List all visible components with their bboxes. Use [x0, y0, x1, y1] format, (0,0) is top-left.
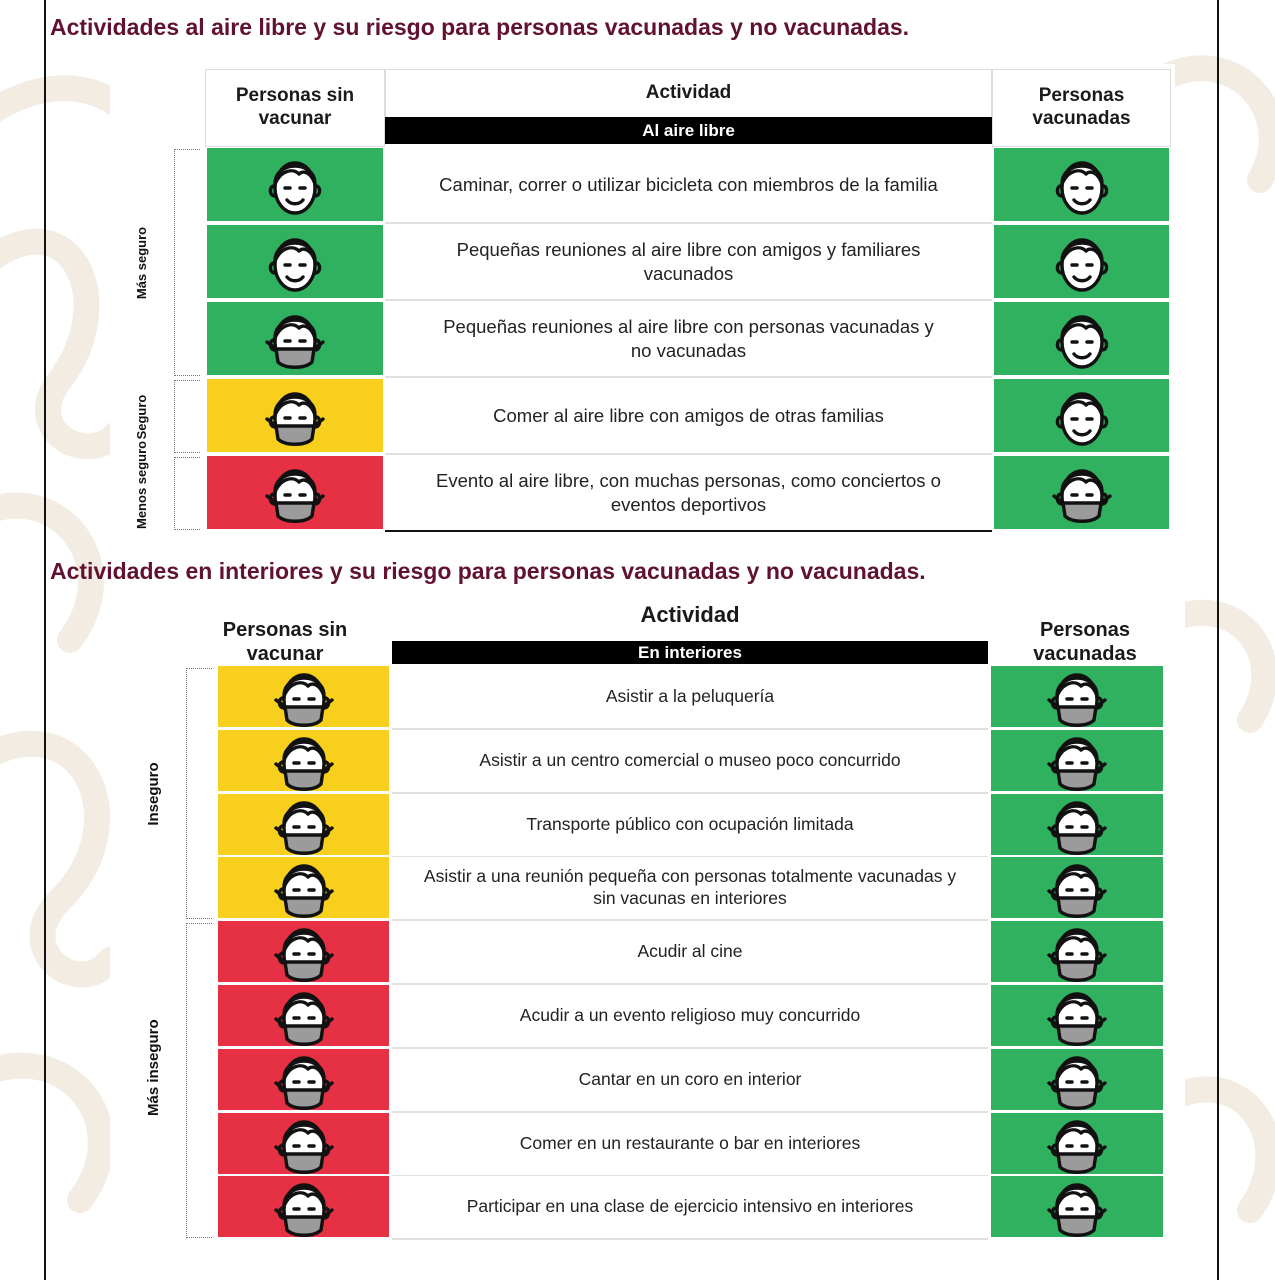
- activity-cell: Asistir a un centro comercial o museo poco concurrido: [392, 730, 988, 794]
- unvaccinated-risk-cell: [207, 302, 383, 375]
- activity-cell: Pequeñas reuniones al aire libre con personas vacunadas y no vacunadas: [385, 301, 992, 378]
- masked-face-icon: [268, 1045, 340, 1115]
- vaccinated-risk-cell: [991, 666, 1163, 727]
- masked-face-icon: [1041, 1109, 1113, 1179]
- page-border-left: [44, 0, 46, 1280]
- activity-cell: Evento al aire libre, con muchas personas, como conciertos o eventos deportivos: [385, 455, 992, 532]
- smiling-face-icon: [259, 227, 331, 297]
- masked-face-icon: [259, 458, 331, 528]
- group-bracket: [174, 457, 200, 530]
- vaccinated-risk-cell: [991, 921, 1163, 982]
- group-label: Más inseguro: [144, 1019, 162, 1116]
- group-label: Más seguro: [133, 226, 149, 299]
- unvaccinated-risk-cell: [207, 225, 383, 298]
- header-activity: Actividad: [640, 602, 740, 627]
- group-label: Menos seguro: [133, 440, 149, 529]
- activity-cell: Transporte público con ocupación limitada: [392, 794, 988, 858]
- header-setting-bar: Al aire libre: [385, 117, 992, 144]
- masked-face-icon: [1041, 790, 1113, 860]
- masked-face-icon: [268, 853, 340, 923]
- outdoor-risk-table: [110, 64, 1175, 532]
- unvaccinated-risk-cell: [218, 921, 389, 982]
- vaccinated-risk-cell: [994, 456, 1169, 529]
- masked-face-icon: [268, 726, 340, 796]
- activity-cell: Pequeñas reuniones al aire libre con amigos y familiares vacunados: [385, 224, 992, 301]
- header-unvaccinated: Personas sin vacunar: [205, 69, 385, 147]
- masked-face-icon: [1041, 981, 1113, 1051]
- unvaccinated-risk-cell: [207, 148, 383, 221]
- unvaccinated-risk-cell: [218, 1049, 389, 1110]
- masked-face-icon: [1046, 458, 1118, 528]
- unvaccinated-risk-cell: [218, 730, 389, 791]
- vaccinated-risk-cell: [994, 148, 1169, 221]
- vaccinated-risk-cell: [991, 730, 1163, 791]
- unvaccinated-risk-cell: [218, 666, 389, 727]
- vaccinated-risk-cell: [994, 379, 1169, 452]
- group-label: Seguro: [133, 394, 149, 439]
- unvaccinated-risk-cell: [207, 456, 383, 529]
- group-bracket: [186, 923, 212, 1238]
- activity-cell: Acudir al cine: [392, 921, 988, 985]
- vaccinated-risk-cell: [991, 1049, 1163, 1110]
- vaccinated-risk-cell: [991, 985, 1163, 1046]
- group-label: Inseguro: [144, 761, 162, 826]
- indoor-risk-table: [110, 598, 1185, 1240]
- masked-face-icon: [1041, 917, 1113, 987]
- smiling-face-icon: [1046, 304, 1118, 374]
- smiling-face-icon: [1046, 381, 1118, 451]
- vaccinated-risk-cell: [991, 794, 1163, 855]
- masked-face-icon: [259, 381, 331, 451]
- header-unvaccinated: Personas sin vacunar: [222, 619, 348, 665]
- header-activity: Actividad: [385, 69, 992, 117]
- masked-face-icon: [1041, 1045, 1113, 1115]
- masked-face-icon: [1041, 853, 1113, 923]
- vaccinated-risk-cell: [994, 302, 1169, 375]
- masked-face-icon: [268, 917, 340, 987]
- smiling-face-icon: [259, 150, 331, 220]
- masked-face-icon: [268, 662, 340, 732]
- activity-cell: Comer en un restaurante o bar en interiores: [392, 1113, 988, 1177]
- group-bracket: [174, 380, 200, 453]
- masked-face-icon: [268, 981, 340, 1051]
- activity-cell: Asistir a la peluquería: [392, 666, 988, 730]
- group-bracket: [186, 668, 212, 919]
- unvaccinated-risk-cell: [218, 985, 389, 1046]
- unvaccinated-risk-cell: [207, 379, 383, 452]
- masked-face-icon: [268, 1172, 340, 1242]
- unvaccinated-risk-cell: [218, 1176, 389, 1237]
- masked-face-icon: [259, 304, 331, 374]
- page-border-right: [1217, 0, 1219, 1280]
- activity-cell: Asistir a una reunión pequeña con personas totalmente vacunadas y sin vacunas en interiores: [392, 857, 988, 921]
- activity-cell: Cantar en un coro en interior: [392, 1049, 988, 1113]
- activity-cell: Caminar, correr o utilizar bicicleta con miembros de la familia: [385, 147, 992, 224]
- masked-face-icon: [1041, 726, 1113, 796]
- masked-face-icon: [1041, 662, 1113, 732]
- header-vaccinated: Personas vacunadas: [1033, 619, 1137, 665]
- masked-face-icon: [1041, 1172, 1113, 1242]
- unvaccinated-risk-cell: [218, 857, 389, 918]
- activity-cell: Comer al aire libre con amigos de otras familias: [385, 378, 992, 455]
- group-bracket: [174, 149, 200, 376]
- vaccinated-risk-cell: [991, 857, 1163, 918]
- activity-cell: Participar en una clase de ejercicio intensivo en interiores: [392, 1176, 988, 1240]
- header-setting-bar: En interiores: [392, 641, 988, 664]
- outdoor-section-title: Actividades al aire libre y su riesgo para personas vacunadas y no vacunadas.: [50, 14, 910, 40]
- indoor-section-title: Actividades en interiores y su riesgo para personas vacunadas y no vacunadas.: [50, 558, 926, 584]
- header-vaccinated: Personas vacunadas: [992, 69, 1171, 147]
- activity-cell: Acudir a un evento religioso muy concurrido: [392, 985, 988, 1049]
- smiling-face-icon: [1046, 227, 1118, 297]
- vaccinated-risk-cell: [991, 1176, 1163, 1237]
- vaccinated-risk-cell: [991, 1113, 1163, 1174]
- masked-face-icon: [268, 1109, 340, 1179]
- unvaccinated-risk-cell: [218, 1113, 389, 1174]
- masked-face-icon: [268, 790, 340, 860]
- vaccinated-risk-cell: [994, 225, 1169, 298]
- unvaccinated-risk-cell: [218, 794, 389, 855]
- smiling-face-icon: [1046, 150, 1118, 220]
